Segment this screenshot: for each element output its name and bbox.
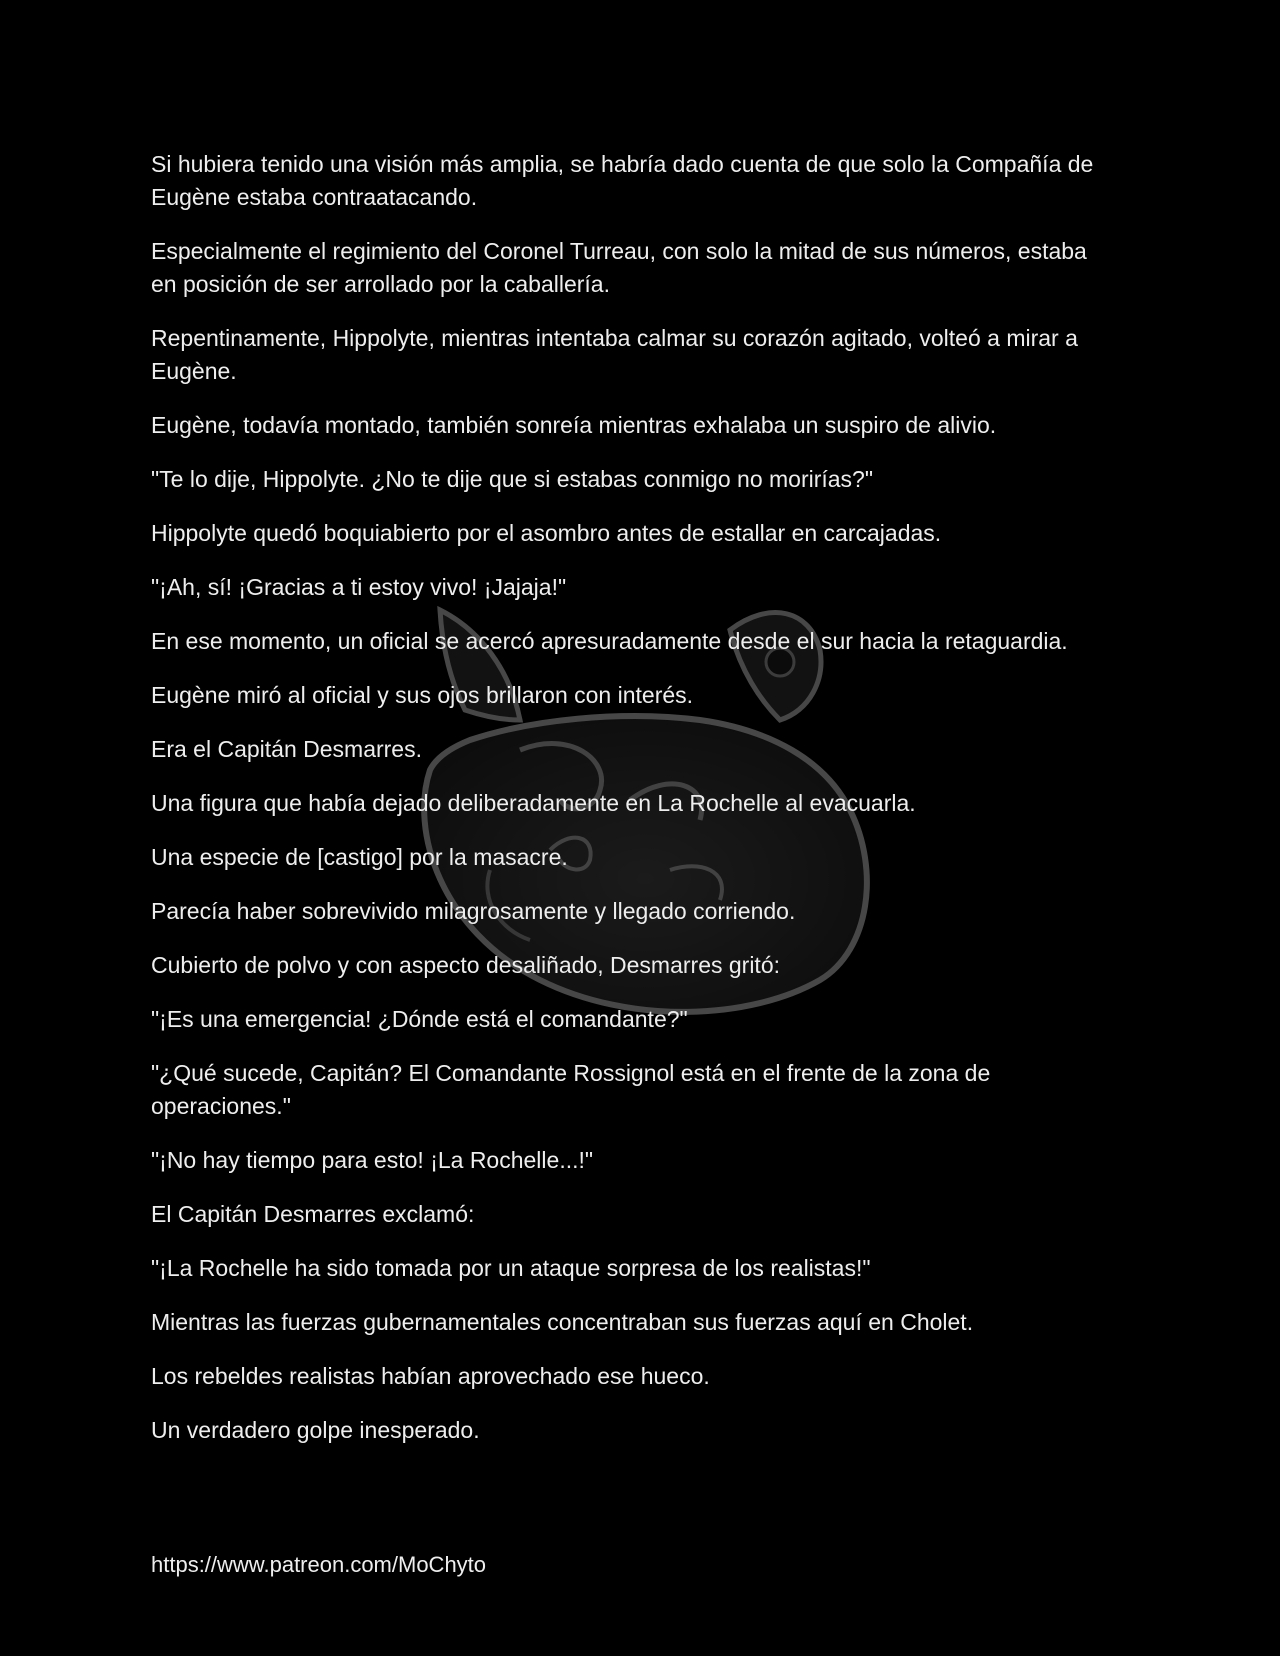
paragraph: Una especie de [castigo] por la masacre. (151, 844, 568, 870)
patreon-link[interactable]: https://www.patreon.com/MoChyto (151, 1552, 487, 1577)
paragraph: "¡Ah, sí! ¡Gracias a ti estoy vivo! ¡Jajaja!" (151, 574, 567, 600)
paragraph: Mientras las fuerzas gubernamentales concentraban sus fuerzas aquí en Cholet. (151, 1309, 974, 1335)
paragraph: "¡La Rochelle ha sido tomada por un ataque sorpresa de los realistas!" (151, 1255, 871, 1281)
paragraph: Los rebeldes realistas habían aprovechado ese hueco. (151, 1363, 710, 1389)
paragraph: Eugène miró al oficial y sus ojos brillaron con interés. (151, 682, 694, 708)
paragraph: "¿Qué sucede, Capitán? El Comandante Rossignol está en el frente de la zona de operaciones." (151, 1060, 991, 1119)
paragraph: "¡No hay tiempo para esto! ¡La Rochelle...!" (151, 1147, 594, 1173)
paragraph: Una figura que había dejado deliberadamente en La Rochelle al evacuarla. (151, 790, 916, 816)
paragraph: En ese momento, un oficial se acercó apresuradamente desde el sur hacia la retaguardia. (151, 628, 1068, 654)
paragraph: Cubierto de polvo y con aspecto desaliñado, Desmarres gritó: (151, 952, 781, 978)
document-body (151, 148, 1111, 1468)
paragraph: Parecía haber sobrevivido milagrosamente y llegado corriendo. (151, 898, 796, 924)
paragraph: Era el Capitán Desmarres. (151, 736, 422, 762)
paragraph: Hippolyte quedó boquiabierto por el asombro antes de estallar en carcajadas. (151, 520, 942, 546)
paragraph: Si hubiera tenido una visión más amplia, se habría dado cuenta de que solo la Compañía de Eugène estaba contraatacando. (151, 151, 1094, 210)
paragraph: Un verdadero golpe inesperado. (151, 1417, 480, 1443)
paragraph: Repentinamente, Hippolyte, mientras intentaba calmar su corazón agitado, volteó a mirar a Eugène. (151, 325, 1078, 384)
paragraph: Eugène, todavía montado, también sonreía mientras exhalaba un suspiro de alivio. (151, 412, 997, 438)
paragraph: "Te lo dije, Hippolyte. ¿No te dije que si estabas conmigo no morirías?" (151, 466, 874, 492)
paragraph: Especialmente el regimiento del Coronel Turreau, con solo la mitad de sus números, estaba en posición de ser arrollado por la caballería. (151, 238, 1087, 297)
paragraph: "¡Es una emergencia! ¿Dónde está el comandante?" (151, 1006, 688, 1032)
paragraph: El Capitán Desmarres exclamó: (151, 1201, 475, 1227)
